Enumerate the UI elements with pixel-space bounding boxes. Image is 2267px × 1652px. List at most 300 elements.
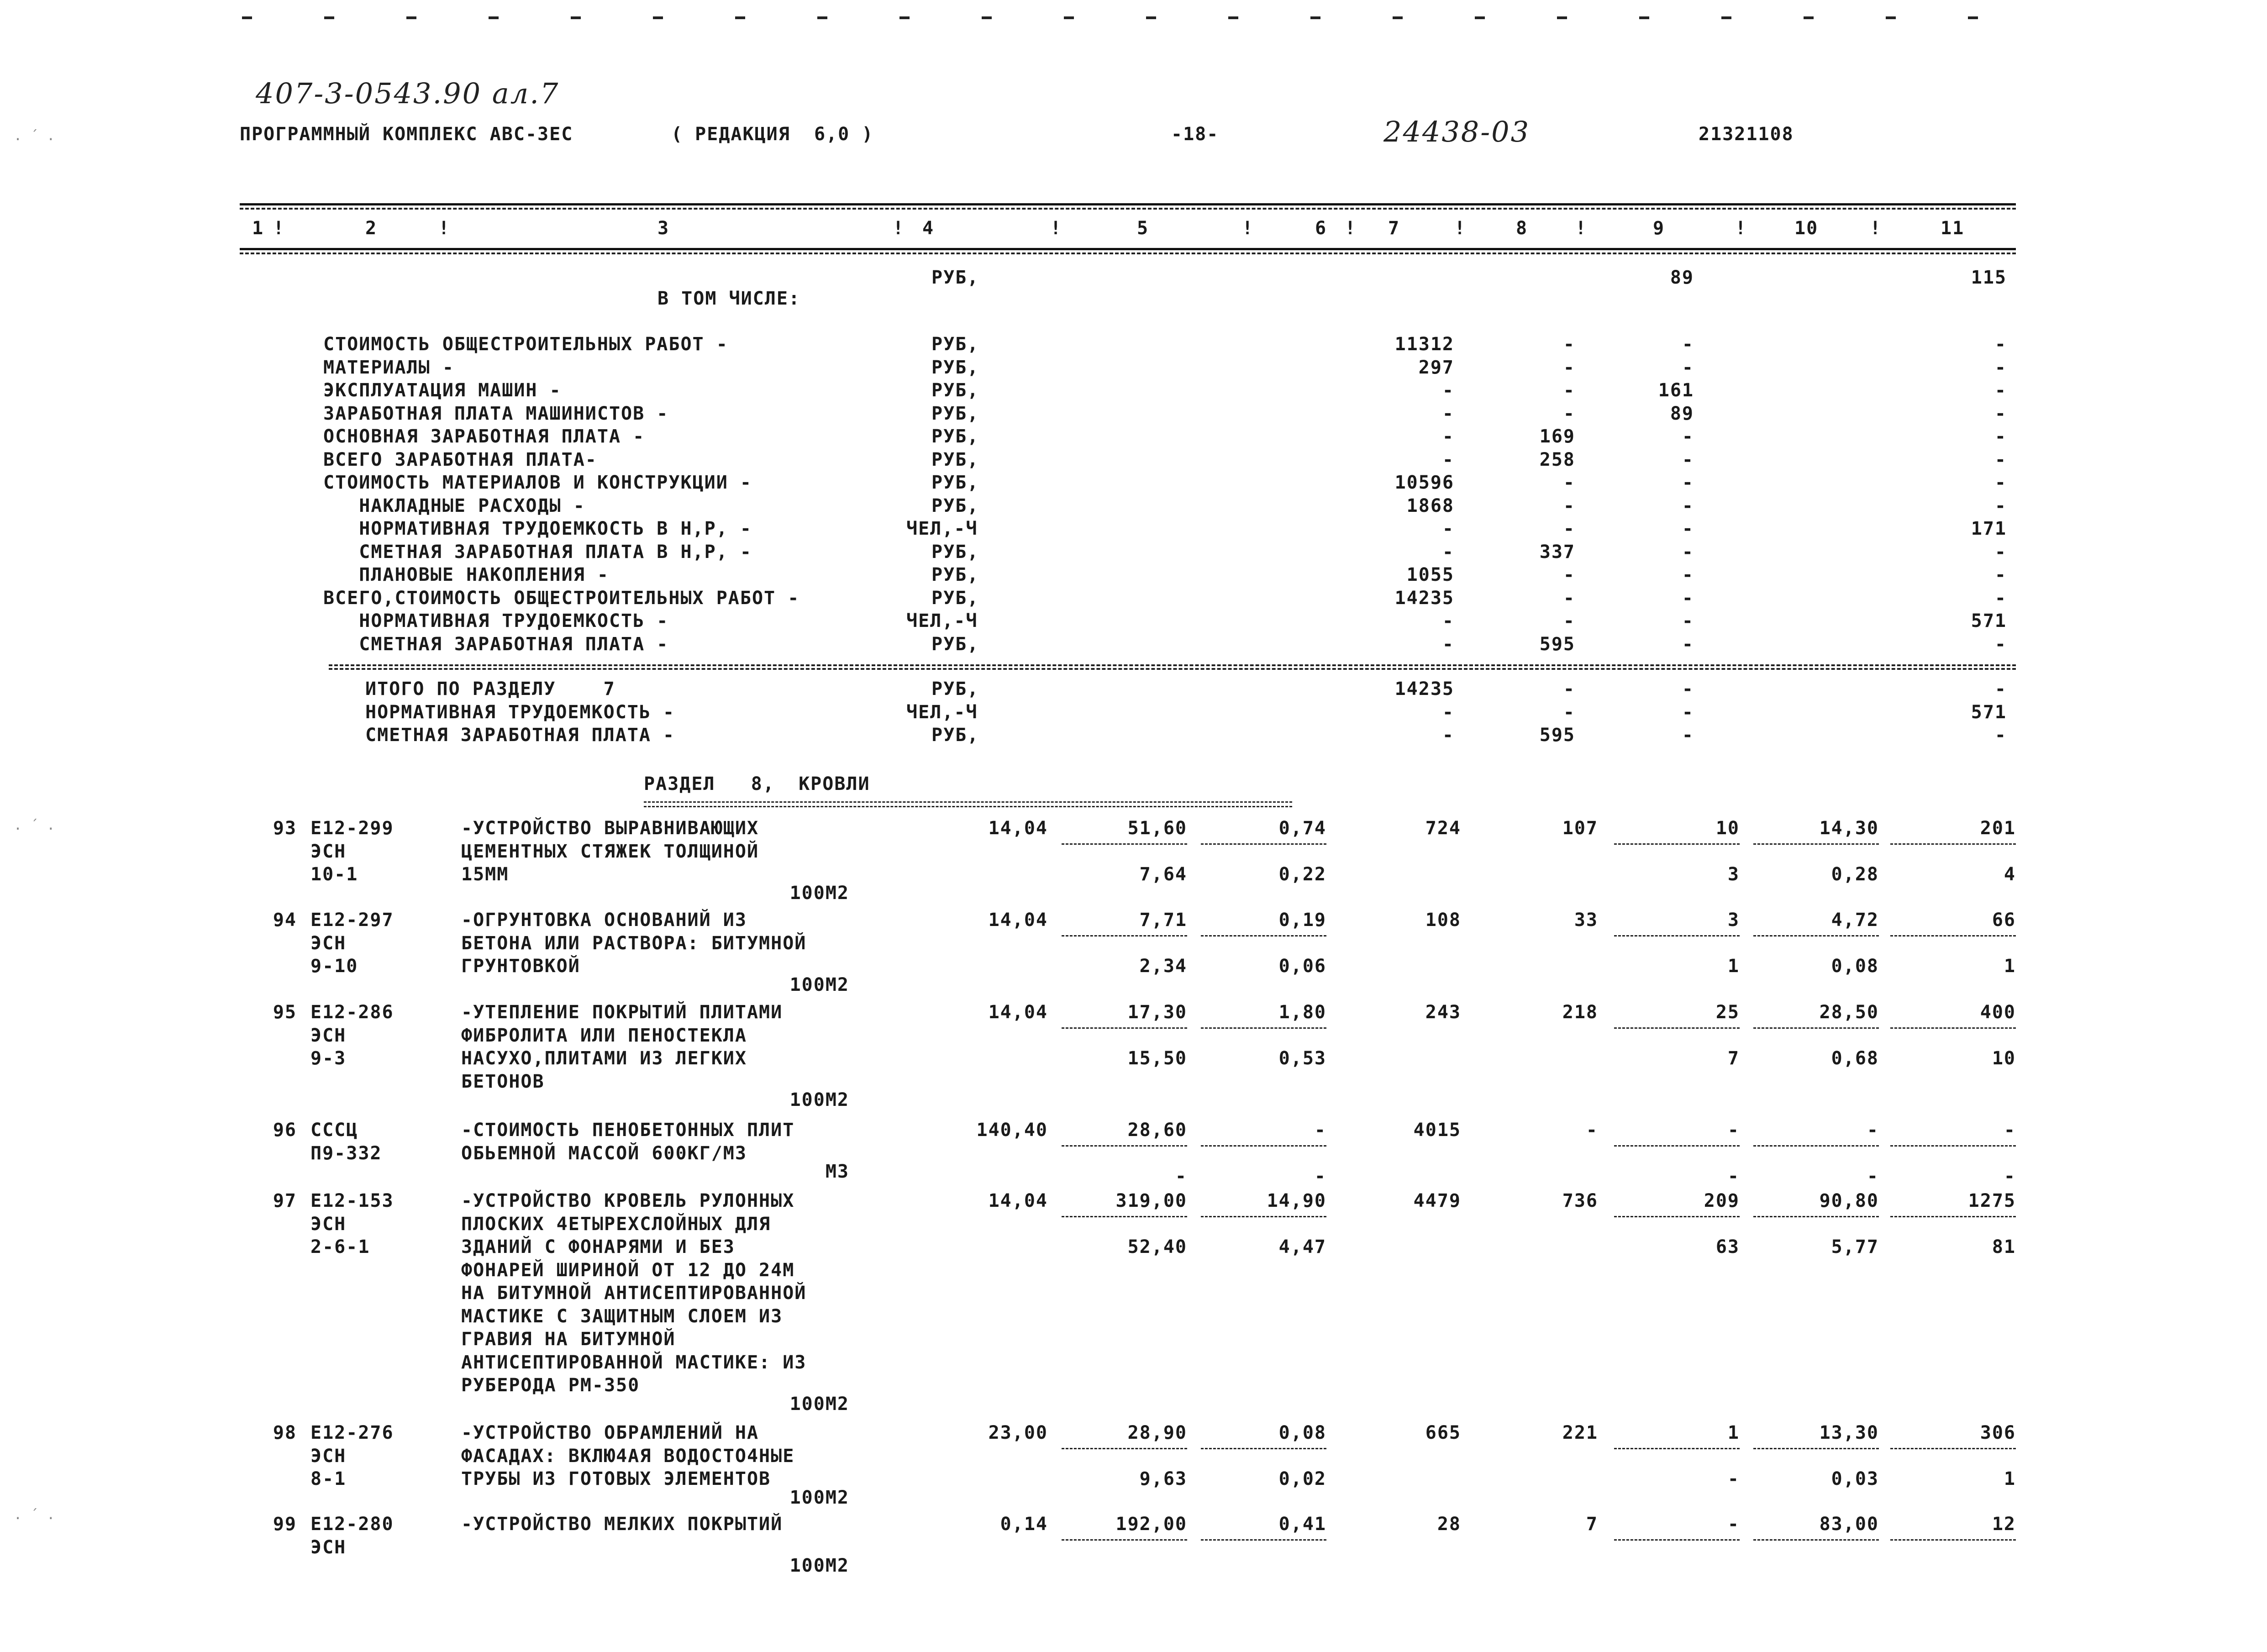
summary-unit: РУБ,: [931, 587, 979, 609]
item-cost-total: 724: [1425, 818, 1461, 839]
item-labor-machinist-unit: 5,77: [1831, 1236, 1879, 1257]
item-separator: [1614, 1216, 1740, 1217]
margin-mark: . ´ .: [14, 1507, 55, 1523]
item-code: П9-332: [310, 1142, 382, 1164]
item-price-total: 319,00: [1115, 1190, 1187, 1211]
item-cost-wages: 7: [1586, 1514, 1598, 1535]
summary-col7: -: [1442, 426, 1454, 447]
item-code: Е12-153: [310, 1190, 394, 1211]
item-quantity: 14,04: [988, 1190, 1048, 1211]
program-name: ПРОГРАММНЫЙ КОМПЛЕКС АВС-3ЕС: [240, 124, 573, 145]
summary-label: СТОИМОСТЬ МАТЕРИАЛОВ И КОНСТРУКЦИИ -: [323, 472, 752, 493]
item-code: ЭСН: [310, 1445, 347, 1467]
summary-col11: 171: [1971, 518, 2007, 539]
item-cost-wages: 736: [1562, 1190, 1598, 1211]
summary-col8: 169: [1539, 426, 1575, 447]
item-separator: [1890, 1448, 2016, 1449]
item-code: Е12-297: [310, 910, 394, 931]
item-labor-total: 400: [1980, 1002, 2016, 1023]
item-price-machines: 0,08: [1278, 1422, 1326, 1443]
item-price-machinist-wages: 0,06: [1278, 956, 1326, 977]
item-labor-unit: 13,30: [1819, 1422, 1879, 1443]
item-number: 97: [273, 1190, 297, 1211]
item-description: -УСТРОЙСТВО ОБРАМЛЕНИЙ НА: [461, 1422, 759, 1443]
item-separator: [1753, 1448, 1879, 1449]
item-separator: [1062, 1448, 1187, 1449]
header-rule-top-2: [240, 208, 2016, 210]
summary-col11: -: [1994, 633, 2007, 655]
item-machinist-wages: 63: [1715, 1236, 1740, 1257]
summary-label: ПЛАНОВЫЕ НАКОПЛЕНИЯ -: [323, 564, 609, 585]
item-unit: М3: [825, 1161, 849, 1182]
item-code: ЭСН: [310, 1213, 347, 1235]
summary-col11: -: [1994, 449, 2007, 470]
item-unit: 100М2: [789, 1089, 849, 1110]
item-number: 99: [273, 1514, 297, 1535]
item-price-machines: 14,90: [1267, 1190, 1326, 1211]
item-price-machinist-wages: 0,22: [1278, 864, 1326, 885]
item-price-machinist-wages: 0,02: [1278, 1468, 1326, 1489]
summary-unit: ЧЕЛ,-Ч: [906, 518, 978, 539]
margin-mark: . ´ .: [14, 128, 55, 144]
item-labor-machinist-unit: 0,03: [1831, 1468, 1879, 1489]
total-label: ИТОГО ПО РАЗДЕЛУ 7: [365, 679, 615, 700]
summary-col11: 115: [1971, 267, 2007, 288]
total-col11: -: [1994, 679, 2007, 700]
summary-col9: 161: [1658, 380, 1694, 401]
summary-label: НАКЛАДНЫЕ РАСХОДЫ -: [323, 495, 585, 516]
item-cost-machines: -: [1727, 1514, 1740, 1535]
item-code: Е12-299: [310, 818, 394, 839]
summary-col7: 1868: [1406, 495, 1454, 516]
summary-col11: -: [1994, 472, 2007, 493]
summary-label: ВСЕГО,СТОИМОСТЬ ОБЩЕСТРОИТЕЛЬНЫХ РАБОТ -: [323, 587, 800, 609]
total-col9: -: [1682, 725, 1694, 746]
item-cost-machines: 25: [1715, 1002, 1740, 1023]
summary-col7: -: [1442, 541, 1454, 563]
summary-col9: -: [1682, 449, 1694, 470]
item-code: 10-1: [310, 864, 358, 885]
item-price-machines: 0,74: [1278, 818, 1326, 839]
item-separator: [1614, 1027, 1740, 1029]
item-separator: [1753, 843, 1879, 845]
handwritten-doc-number: 407-3-0543.90 ал.7: [256, 77, 560, 110]
doc-number: 21321108: [1699, 124, 1794, 145]
item-cost-total: 4479: [1413, 1190, 1461, 1211]
summary-col11: -: [1994, 357, 2007, 378]
item-separator: [1062, 1216, 1187, 1217]
item-number: 93: [273, 818, 297, 839]
item-labor-total: 12: [1992, 1514, 2016, 1535]
summary-col9: -: [1682, 334, 1694, 355]
summary-col8: -: [1563, 495, 1575, 516]
summary-col9: 89: [1670, 267, 1694, 288]
item-cost-wages: 218: [1562, 1002, 1598, 1023]
item-labor-machinist-unit: 0,08: [1831, 956, 1879, 977]
column-header-cell: 1: [252, 218, 264, 239]
item-machinist-wages: 7: [1727, 1048, 1740, 1069]
section-title: РАЗДЕЛ 8, КРОВЛИ: [644, 773, 870, 794]
column-header-cell: 7: [1388, 218, 1400, 239]
item-quantity: 14,04: [988, 818, 1048, 839]
item-separator: [1890, 843, 2016, 845]
item-separator: [1890, 1216, 2016, 1217]
item-labor-machinist-unit: 0,68: [1831, 1048, 1879, 1069]
item-separator: [1062, 1027, 1187, 1029]
item-price-total: 17,30: [1127, 1002, 1187, 1023]
item-price-machinist-wages: 0,53: [1278, 1048, 1326, 1069]
item-labor-machinist-total: -: [2004, 1166, 2016, 1187]
summary-unit: РУБ,: [931, 633, 979, 655]
item-price-wages: -: [1175, 1166, 1187, 1187]
total-unit: РУБ,: [931, 725, 979, 746]
item-separator: [1062, 1539, 1187, 1541]
item-description: -УСТРОЙСТВО МЕЛКИХ ПОКРЫТИЙ: [461, 1514, 783, 1535]
item-price-wages: 15,50: [1127, 1048, 1187, 1069]
item-price-wages: 9,63: [1139, 1468, 1187, 1489]
item-price-total: 28,90: [1127, 1422, 1187, 1443]
item-code: ЭСН: [310, 1536, 347, 1558]
item-separator: [1201, 935, 1326, 936]
summary-col8: -: [1563, 564, 1575, 585]
item-separator: [1614, 1448, 1740, 1449]
item-labor-machinist-unit: -: [1867, 1166, 1879, 1187]
item-labor-machinist-total: 4: [2004, 864, 2016, 885]
item-code: ЭСН: [310, 841, 347, 862]
item-number: 96: [273, 1120, 297, 1141]
item-labor-unit: 28,50: [1819, 1002, 1879, 1023]
total-col7: -: [1442, 701, 1454, 723]
item-code: ЭСН: [310, 932, 347, 954]
summary-col9: 89: [1670, 403, 1694, 424]
summary-col11: -: [1994, 541, 2007, 563]
item-description: ТРУБЫ ИЗ ГОТОВЫХ ЭЛЕМЕНТОВ: [461, 1468, 771, 1489]
summary-unit: РУБ,: [931, 472, 979, 493]
summary-col8: 337: [1539, 541, 1575, 563]
item-description: ПЛОСКИХ 4ЕТЫРЕХСЛОЙНЫХ ДЛЯ: [461, 1213, 771, 1235]
summary-col8: -: [1563, 472, 1575, 493]
item-quantity: 14,04: [988, 1002, 1048, 1023]
item-separator: [1890, 1027, 2016, 1029]
handwritten-code: 24438-03: [1383, 115, 1531, 148]
item-price-total: 7,71: [1139, 910, 1187, 931]
summary-label: СМЕТНАЯ ЗАРАБОТНАЯ ПЛАТА -: [323, 633, 669, 655]
column-header-cell: !: [1242, 218, 1254, 239]
column-header-cell: 9: [1653, 218, 1665, 239]
item-description: ФИБРОЛИТА ИЛИ ПЕНОСТЕКЛА: [461, 1025, 747, 1046]
item-unit: 100М2: [789, 974, 849, 995]
total-col8: -: [1563, 701, 1575, 723]
column-header-cell: 11: [1941, 218, 1965, 239]
item-separator: [1753, 1027, 1879, 1029]
summary-unit: РУБ,: [931, 267, 979, 288]
summary-col11: -: [1994, 426, 2007, 447]
summary-col11: -: [1994, 403, 2007, 424]
total-col8: -: [1563, 679, 1575, 700]
summary-label: НОРМАТИВНАЯ ТРУДОЕМКОСТЬ -: [323, 610, 669, 631]
summary-col8: -: [1563, 403, 1575, 424]
item-machinist-wages: -: [1727, 1468, 1740, 1489]
summary-col11: 571: [1971, 610, 2007, 631]
total-label: НОРМАТИВНАЯ ТРУДОЕМКОСТЬ -: [365, 701, 675, 723]
column-header-cell: !: [438, 218, 451, 239]
summary-unit: РУБ,: [931, 495, 979, 516]
summary-label: МАТЕРИАЛЫ -: [323, 357, 454, 378]
summary-rule-2: [329, 668, 2016, 670]
item-separator: [1201, 1216, 1326, 1217]
summary-label: В ТОМ ЧИСЛЕ:: [657, 288, 800, 309]
summary-label: ЭКСПЛУАТАЦИЯ МАШИН -: [323, 380, 562, 401]
summary-col9: -: [1682, 518, 1694, 539]
item-unit: 100М2: [789, 882, 849, 904]
item-separator: [1201, 1448, 1326, 1449]
total-col11: 571: [1971, 701, 2007, 723]
summary-col9: -: [1682, 472, 1694, 493]
summary-col11: -: [1994, 334, 2007, 355]
item-description: НА БИТУМНОЙ АНТИСЕПТИРОВАННОЙ: [461, 1283, 807, 1304]
column-header-cell: 10: [1794, 218, 1819, 239]
column-header-cell: !: [1050, 218, 1062, 239]
item-labor-unit: 4,72: [1831, 910, 1879, 931]
item-cost-machines: 10: [1715, 818, 1740, 839]
item-price-machines: -: [1314, 1120, 1326, 1141]
item-quantity: 14,04: [988, 910, 1048, 931]
item-number: 98: [273, 1422, 297, 1443]
item-price-wages: 7,64: [1139, 864, 1187, 885]
item-cost-wages: 221: [1562, 1422, 1598, 1443]
edition: ( РЕДАКЦИЯ 6,0 ): [671, 124, 874, 145]
summary-col8: 595: [1539, 633, 1575, 655]
total-col7: 14235: [1394, 679, 1454, 700]
summary-col7: 10596: [1394, 472, 1454, 493]
column-header-cell: !: [1735, 218, 1747, 239]
item-unit: 100М2: [789, 1393, 849, 1415]
summary-col11: -: [1994, 564, 2007, 585]
header-rule-bottom-2: [240, 253, 2016, 254]
column-header-cell: 3: [657, 218, 670, 239]
summary-col8: -: [1563, 357, 1575, 378]
summary-col8: -: [1563, 587, 1575, 609]
summary-col11: -: [1994, 380, 2007, 401]
summary-rule: [329, 664, 2016, 666]
item-price-machines: 0,19: [1278, 910, 1326, 931]
summary-unit: ЧЕЛ,-Ч: [906, 610, 978, 631]
item-quantity: 0,14: [1000, 1514, 1048, 1535]
summary-label: ВСЕГО ЗАРАБОТНАЯ ПЛАТА-: [323, 449, 597, 470]
item-separator: [1614, 1145, 1740, 1147]
item-price-machinist-wages: 4,47: [1278, 1236, 1326, 1257]
item-labor-unit: 90,80: [1819, 1190, 1879, 1211]
item-number: 94: [273, 910, 297, 931]
item-description: ЗДАНИЙ С ФОНАРЯМИ И БЕЗ: [461, 1236, 735, 1257]
summary-col7: -: [1442, 610, 1454, 631]
summary-col7: -: [1442, 449, 1454, 470]
item-separator: [1062, 843, 1187, 845]
summary-col8: -: [1563, 334, 1575, 355]
total-unit: ЧЕЛ,-Ч: [906, 701, 978, 723]
summary-col7: -: [1442, 518, 1454, 539]
summary-unit: РУБ,: [931, 564, 979, 585]
column-header-cell: !: [1345, 218, 1357, 239]
summary-label: НОРМАТИВНАЯ ТРУДОЕМКОСТЬ В Н,Р, -: [323, 518, 752, 539]
item-cost-wages: -: [1586, 1120, 1598, 1141]
summary-col7: 11312: [1394, 334, 1454, 355]
item-separator: [1201, 1145, 1326, 1147]
header-rule-top: [240, 203, 2016, 205]
summary-col7: -: [1442, 633, 1454, 655]
summary-col9: -: [1682, 564, 1694, 585]
column-header-cell: 8: [1516, 218, 1528, 239]
summary-col7: 1055: [1406, 564, 1454, 585]
column-header-cell: 4: [922, 218, 935, 239]
item-separator: [1201, 1027, 1326, 1029]
total-col9: -: [1682, 701, 1694, 723]
item-price-total: 28,60: [1127, 1120, 1187, 1141]
item-separator: [1753, 935, 1879, 936]
item-price-total: 51,60: [1127, 818, 1187, 839]
item-separator: [1614, 843, 1740, 845]
summary-col7: 297: [1418, 357, 1454, 378]
item-price-total: 192,00: [1115, 1514, 1187, 1535]
item-code: 9-3: [310, 1048, 347, 1069]
item-code: Е12-280: [310, 1514, 394, 1535]
summary-label: ОСНОВНАЯ ЗАРАБОТНАЯ ПЛАТА -: [323, 426, 645, 447]
summary-label: СМЕТНАЯ ЗАРАБОТНАЯ ПЛАТА В Н,Р, -: [323, 541, 752, 563]
item-description: -УТЕПЛЕНИЕ ПОКРЫТИЙ ПЛИТАМИ: [461, 1002, 783, 1023]
item-cost-total: 243: [1425, 1002, 1461, 1023]
item-cost-machines: 209: [1704, 1190, 1740, 1211]
item-separator: [1201, 843, 1326, 845]
item-labor-machinist-total: 1: [2004, 1468, 2016, 1489]
item-separator: [1062, 935, 1187, 936]
summary-unit: РУБ,: [931, 403, 979, 424]
item-price-machines: 1,80: [1278, 1002, 1326, 1023]
summary-col9: -: [1682, 587, 1694, 609]
summary-col8: -: [1563, 610, 1575, 631]
item-labor-machinist-unit: 0,28: [1831, 864, 1879, 885]
item-description: ГРАВИЯ НА БИТУМНОЙ: [461, 1329, 676, 1350]
item-cost-machines: 3: [1727, 910, 1740, 931]
item-code: 2-6-1: [310, 1236, 370, 1257]
item-labor-total: 201: [1980, 818, 2016, 839]
item-labor-total: 66: [1992, 910, 2016, 931]
summary-col9: -: [1682, 633, 1694, 655]
column-header-cell: !: [1454, 218, 1467, 239]
item-description: БЕТОНОВ: [461, 1071, 545, 1092]
column-header-cell: !: [273, 218, 285, 239]
item-code: Е12-286: [310, 1002, 394, 1023]
column-header-cell: !: [893, 218, 905, 239]
section-underline: [644, 801, 1292, 803]
summary-unit: РУБ,: [931, 334, 979, 355]
item-unit: 100М2: [789, 1487, 849, 1508]
item-description: РУБЕРОДА РМ-350: [461, 1375, 640, 1396]
item-description: ОБЬЕМНОЙ МАССОЙ 600КГ/М3: [461, 1142, 747, 1164]
item-description: -УСТРОЙСТВО ВЫРАВНИВАЮЩИХ: [461, 818, 759, 839]
item-code: 9-10: [310, 956, 358, 977]
item-cost-wages: 107: [1562, 818, 1598, 839]
summary-col11: -: [1994, 495, 2007, 516]
item-labor-machinist-total: 10: [1992, 1048, 2016, 1069]
item-code: СССЦ: [310, 1120, 358, 1141]
item-description: ФАСАДАХ: ВКЛЮ4АЯ ВОДОСТО4НЫЕ: [461, 1445, 795, 1467]
summary-label: ЗАРАБОТНАЯ ПЛАТА МАШИНИСТОВ -: [323, 403, 669, 424]
item-separator: [1753, 1216, 1879, 1217]
item-separator: [1753, 1539, 1879, 1541]
item-separator: [1201, 1539, 1326, 1541]
item-labor-unit: -: [1867, 1120, 1879, 1141]
summary-col8: -: [1563, 518, 1575, 539]
item-separator: [1890, 935, 2016, 936]
item-separator: [1614, 935, 1740, 936]
item-cost-total: 665: [1425, 1422, 1461, 1443]
item-machinist-wages: 1: [1727, 956, 1740, 977]
item-separator: [1890, 1145, 2016, 1147]
item-labor-total: 1275: [1968, 1190, 2016, 1211]
item-separator: [1062, 1145, 1187, 1147]
item-description: ФОНАРЕЙ ШИРИНОЙ ОТ 12 ДО 24М: [461, 1259, 795, 1281]
summary-unit: РУБ,: [931, 426, 979, 447]
summary-col11: -: [1994, 587, 2007, 609]
section-underline-2: [644, 806, 1292, 807]
item-quantity: 140,40: [976, 1120, 1048, 1141]
summary-label: СТОИМОСТЬ ОБЩЕСТРОИТЕЛЬНЫХ РАБОТ -: [323, 334, 728, 355]
item-description: 15ММ: [461, 864, 509, 885]
item-labor-total: -: [2004, 1120, 2016, 1141]
summary-col7: 14235: [1394, 587, 1454, 609]
item-description: АНТИСЕПТИРОВАННОЙ МАСТИКЕ: ИЗ: [461, 1352, 807, 1373]
item-code: 8-1: [310, 1468, 347, 1489]
item-price-wages: 52,40: [1127, 1236, 1187, 1257]
item-separator: [1614, 1539, 1740, 1541]
summary-unit: РУБ,: [931, 357, 979, 378]
summary-col7: -: [1442, 403, 1454, 424]
summary-unit: РУБ,: [931, 449, 979, 470]
summary-col9: -: [1682, 495, 1694, 516]
item-code: ЭСН: [310, 1025, 347, 1046]
total-col9: -: [1682, 679, 1694, 700]
page-number: -18-: [1171, 124, 1219, 145]
item-price-machinist-wages: -: [1314, 1166, 1326, 1187]
item-description: -СТОИМОСТЬ ПЕНОБЕТОННЫХ ПЛИТ: [461, 1120, 795, 1141]
item-cost-machines: -: [1727, 1120, 1740, 1141]
item-labor-unit: 83,00: [1819, 1514, 1879, 1535]
item-description: МАСТИКЕ С ЗАЩИТНЫМ СЛОЕМ ИЗ: [461, 1305, 783, 1327]
total-label: СМЕТНАЯ ЗАРАБОТНАЯ ПЛАТА -: [365, 725, 675, 746]
item-description: БЕТОНА ИЛИ РАСТВОРА: БИТУМНОЙ: [461, 932, 807, 954]
item-number: 95: [273, 1002, 297, 1023]
item-description: ГРУНТОВКОЙ: [461, 956, 580, 977]
item-cost-total: 4015: [1413, 1120, 1461, 1141]
summary-col9: -: [1682, 426, 1694, 447]
item-cost-total: 28: [1437, 1514, 1461, 1535]
total-col8: 595: [1539, 725, 1575, 746]
item-labor-machinist-total: 81: [1992, 1236, 2016, 1257]
summary-col9: -: [1682, 610, 1694, 631]
column-header-cell: !: [1870, 218, 1882, 239]
item-separator: [1753, 1145, 1879, 1147]
column-header-cell: 6: [1315, 218, 1327, 239]
item-quantity: 23,00: [988, 1422, 1048, 1443]
item-cost-wages: 33: [1574, 910, 1598, 931]
item-description: ЦЕМЕНТНЫХ СТЯЖЕК ТОЛЩИНОЙ: [461, 841, 759, 862]
item-labor-machinist-total: 1: [2004, 956, 2016, 977]
column-header-cell: !: [1575, 218, 1588, 239]
item-labor-unit: 14,30: [1819, 818, 1879, 839]
total-unit: РУБ,: [931, 679, 979, 700]
item-unit: 100М2: [789, 1555, 849, 1576]
total-col11: -: [1994, 725, 2007, 746]
